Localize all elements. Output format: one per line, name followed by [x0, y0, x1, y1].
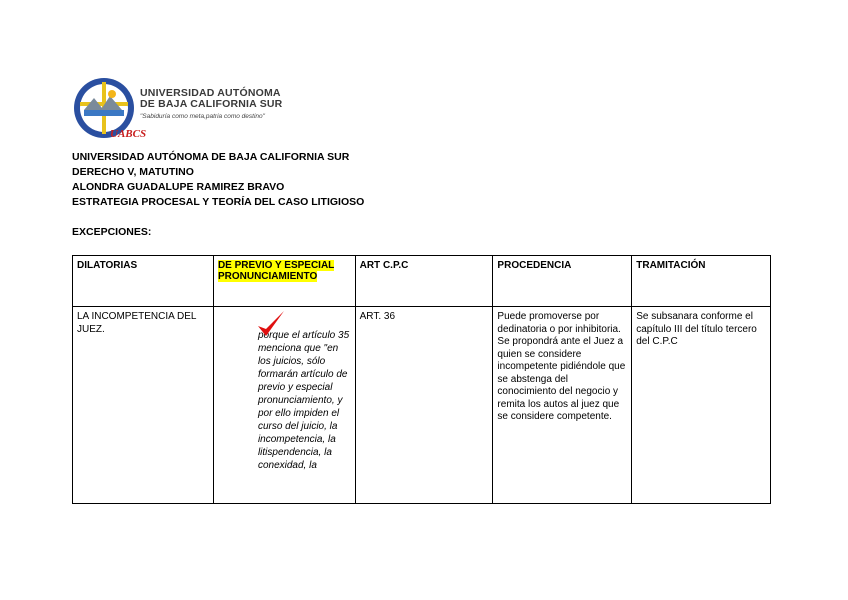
header-previo-label: DE PREVIO Y ESPECIAL PRONUNCIAMIENTO: [217, 260, 335, 282]
cell-previo-text: porque el artículo 35 menciona que "en los juicios, sólo formarán artículo de previo y especial pronunciamiento, y por ello impiden el curso del juicio, la incompetencia, la litispendencia, la conexidad, la: [257, 330, 350, 471]
table-header-row: [73, 256, 771, 307]
header-procedencia: PROCEDENCIA: [493, 256, 632, 307]
logo-university-name: UNIVERSIDAD AUTÓNOMA DE BAJA CALIFORNIA SUR: [140, 87, 283, 110]
document-header: [72, 150, 364, 210]
header-art: ART C.P.C: [355, 256, 493, 307]
header-course: DERECHO V, MATUTINO: [72, 166, 194, 178]
exceptions-table: [72, 255, 771, 504]
section-title: EXCEPCIONES:: [72, 226, 152, 238]
header-student: ALONDRA GUADALUPE RAMIREZ BRAVO: [72, 181, 285, 193]
logo-motto: "Sabiduría como meta,patria como destino": [140, 113, 265, 120]
procedencia-para-2: Se propondrá ante el Juez a quien se considere incompetente pidiéndole que se abstenga del conocimiento del negocio y remita los autos al juez que se considere competente.: [497, 336, 626, 422]
cell-tramitacion: Se subsanara conforme el capítulo III del título tercero del C.P.C: [632, 307, 771, 504]
cell-previo: [213, 307, 355, 504]
university-logo: [72, 76, 302, 146]
table-row: [73, 307, 771, 504]
logo-abbreviation: UABCS: [110, 128, 147, 140]
header-tramitacion: TRAMITACIÓN: [632, 256, 771, 307]
header-subject: ESTRATEGIA PROCESAL Y TEORÍA DEL CASO LITIGIOSO: [72, 196, 365, 208]
checkmark-icon: [254, 309, 288, 339]
header-dilatorias: DILATORIAS: [73, 256, 214, 307]
header-university: UNIVERSIDAD AUTÓNOMA DE BAJA CALIFORNIA SUR: [72, 151, 350, 163]
header-previo: [213, 256, 355, 307]
cell-art: ART. 36: [355, 307, 493, 504]
cell-procedencia: [493, 307, 632, 504]
cell-dilatoria: LA INCOMPETENCIA DEL JUEZ.: [73, 307, 214, 504]
procedencia-para-1: Puede promoverse por dedinatoria o por inhibitoria.: [497, 311, 621, 335]
